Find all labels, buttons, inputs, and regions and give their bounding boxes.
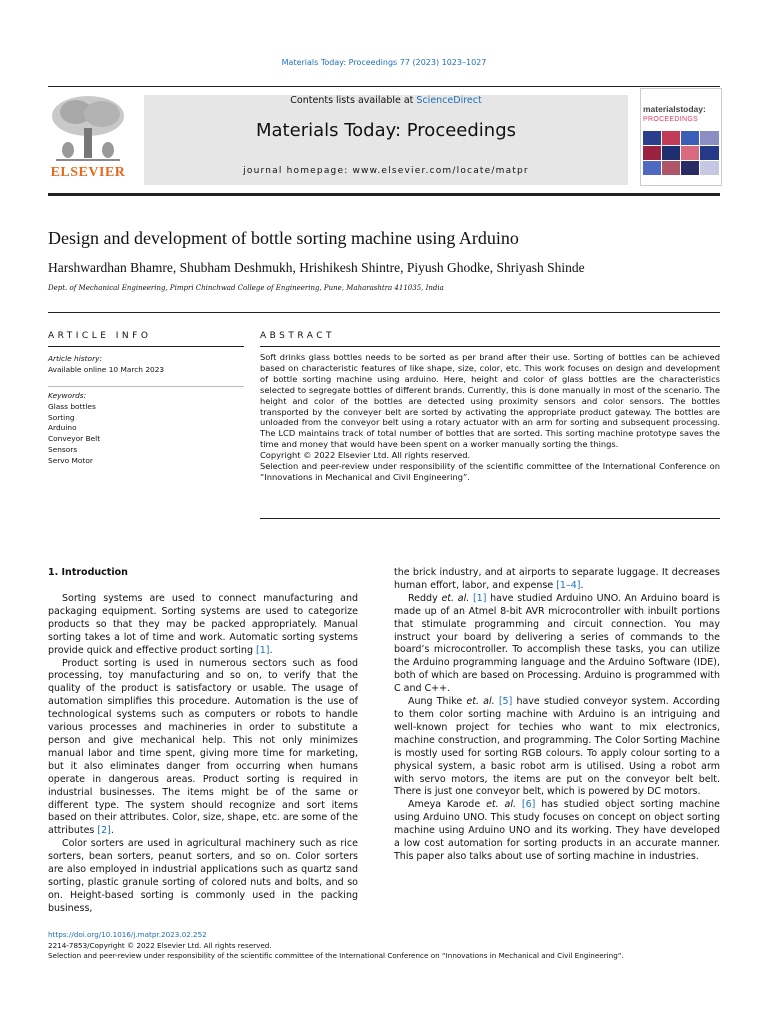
author-affiliation: Dept. of Mechanical Engineering, Pimpri Chinchwad College of Engineering, Pune, Maharashtra 411035, India <box>48 284 444 292</box>
introduction-heading: 1. Introduction <box>48 567 128 578</box>
intro-paragraph <box>394 567 720 593</box>
page-footer <box>48 930 624 962</box>
tree-icon <box>46 92 130 166</box>
citation-link[interactable]: [5] <box>498 696 513 708</box>
abstract-text <box>260 352 720 483</box>
sciencedirect-link[interactable]: ScienceDirect <box>416 95 482 106</box>
header-bottom-rule <box>48 193 720 196</box>
contents-prefix: Contents lists available at <box>290 95 417 106</box>
left-column <box>48 593 358 916</box>
intro-paragraph <box>394 593 720 696</box>
keyword-item: Sensors <box>48 444 78 454</box>
journal-citation[interactable]: Materials Today: Proceedings 77 (2023) 1023–1027 <box>281 58 487 67</box>
article-history <box>48 354 244 376</box>
citation-link[interactable]: [6] <box>521 799 536 811</box>
cover-title-text: materialstoday: <box>643 104 706 114</box>
history-value: Available online 10 March 2023 <box>48 364 165 374</box>
homepage-url[interactable]: www.elsevier.com/locate/matpr <box>352 166 529 176</box>
text: . <box>110 825 114 837</box>
intro-paragraph <box>48 658 358 839</box>
cover-title <box>643 105 706 124</box>
text: Aung Thike <box>408 696 467 708</box>
text: Product sorting is used in numerous sectors such as food processing, toy manufacturing and so on, to verify that the quality of the product is satisfactory or usable. The usage of automation simplifies this procedure. Automation is the use of technological systems such as computers or robots to handle various processes and machineries in order to substitute a person and give mechanical help. This not only minimizes manual labor and time spent, giving more time for marketing, but it also eliminates danger from occurring when humans operate in dangerous areas. Product sorting is required in industrial businesses. The items might be of the same or different type. The system should recognize and sort items based on their attributes. Color, size, shape, etc. are some of the attributes <box>48 657 359 837</box>
intro-paragraph <box>394 799 720 864</box>
footer-peer-review: Selection and peer-review under responsibility of the scientific committee of the International Conference on “Innovations in Mechanical and Civil Engineering”. <box>48 951 624 960</box>
header-top-rule <box>48 86 720 87</box>
article-title: Design and development of bottle sorting machine using Arduino <box>48 228 519 248</box>
text: have studied conveyor system. According to them color sorting machine with Arduino is an intriguing and well-known project for techies who want to mix electronics, machine construction, and programming. The Color Sorting Machine is mostly used for sorting RGB colours. To apply colour sorting to a physical system, a basic robot arm is utilised. Using a robot arm with servo motors, the items are put on the conveyor belt belt. There is just one conveyor belt, which is powered by DC motors. <box>394 696 720 798</box>
keyword-item: Sorting <box>48 412 75 422</box>
journal-cover-thumbnail <box>640 88 722 186</box>
contents-line <box>144 95 628 106</box>
history-divider <box>48 386 244 387</box>
article-info-rule <box>48 346 244 347</box>
text: have studied Arduino UNO. An Arduino board is made up of an Atmel 8-bit AVR microcontroller with inbuilt portions that stimulate programming and circuit connection. You may instruct your board by delivering a series of commands to the board’s microcontroller. To accomplish these tasks, you can utilize the Arduino programming language and the Arduino Software (IDE), both of which are based on Processing. Arduino is programmed with C and C++. <box>394 592 720 695</box>
abstract-body: Soft drinks glass bottles needs to be sorted as per brand after their use. Sorting of bottles can be achieved based on characteristic features of like shape, size, color, etc. This work focuses on design and development of bottle sorting machine using arduino. Here, height and color of glass bottles are the characteristics selected to segregate bottles of different brands. Currently, this is done manually in most of the scenario. The height and color of the bottles are detected using proximity sensors and color sensors. The bottles transported by the conveyer belt are sorted by activating the appropriate product gateway. The bottles are unloaded from the conveyor belt using a rotary actuator with an arm for sorting and subsequent processing. The LCD maintains track of total number of bottles that are sorted. This sorting machine prototype saves the time and money that would have been spent on a worker manually sorting the things. <box>260 352 720 450</box>
abstract-copyright: Copyright © 2022 Elsevier Ltd. All rights reserved. <box>260 450 471 461</box>
homepage-label: journal homepage: <box>243 166 353 176</box>
intro-paragraph: Color sorters are used in agricultural machinery such as rice sorters, bean sorters, peanut sorters, and so on. Color sorters are also employed in industrial applications such as quartz sand sorting, plastic granule sorting of colored nuts and bolts, and so on. Height-based sorting is commonly used in the packing business, <box>48 838 358 914</box>
journal-title: Materials Today: Proceedings <box>256 120 516 141</box>
text: the brick industry, and at airports to separate luggage. It decreases human effort, labor, and expense <box>394 567 720 591</box>
issn-line: 2214-7853/Copyright © 2022 Elsevier Ltd. All rights reserved. <box>48 940 272 950</box>
keywords-block <box>48 391 244 467</box>
abstract-peer-review: Selection and peer-review under responsibility of the scientific committee of the International Conference on “Innovations in Mechanical and Civil Engineering”. <box>260 461 720 482</box>
keywords-label: Keywords: <box>48 391 87 400</box>
abstract-top-rule <box>260 346 720 347</box>
text: . <box>269 644 273 656</box>
elsevier-wordmark: ELSEVIER <box>50 165 126 180</box>
et-al: et. al. <box>441 592 470 604</box>
et-al: et. al. <box>466 696 495 708</box>
history-label: Article history: <box>48 354 102 363</box>
abstract-bottom-rule <box>260 518 720 519</box>
citation-link[interactable]: [1] <box>256 644 270 656</box>
intro-paragraph <box>48 593 358 658</box>
text: Ameya Karode <box>408 799 487 811</box>
et-al: et. al. <box>486 799 517 811</box>
keyword-item: Servo Motor <box>48 455 93 465</box>
cover-mosaic-image <box>643 131 719 177</box>
abstract-heading: ABSTRACT <box>260 331 336 341</box>
text: has studied object sorting machine using Arduino UNO. This study focuses on concept on object sorting machine using Arduino UNO and its working. They have developed a low cost automation for sorting products in an accurate manner. This paper also talks about use of sorting machine in industries. <box>394 799 720 862</box>
keyword-item: Conveyor Belt <box>48 434 101 444</box>
citation-link[interactable]: [2] <box>97 825 111 837</box>
cover-subtitle: PROCEEDINGS <box>643 116 699 123</box>
intro-paragraph <box>394 696 720 799</box>
journal-homepage <box>144 166 628 176</box>
keyword-item: Glass bottles <box>48 401 96 411</box>
text: . <box>580 579 584 591</box>
right-column <box>394 567 720 864</box>
article-info-heading: ARTICLE INFO <box>48 331 152 341</box>
text: Reddy <box>408 592 442 604</box>
doi-link[interactable]: https://doi.org/10.1016/j.matpr.2023.02.252 <box>48 930 207 939</box>
title-bottom-rule <box>48 312 720 313</box>
citation-link[interactable]: [1–4] <box>556 579 581 591</box>
citation-link[interactable]: [1] <box>472 592 487 604</box>
keyword-item: Arduino <box>48 423 77 433</box>
article-authors: Harshwardhan Bhamre, Shubham Deshmukh, Hrishikesh Shintre, Piyush Ghodke, Shriyash Shinde <box>48 260 585 275</box>
text: Sorting systems are used to connect manufacturing and packaging equipment. Sorting systems are used to categorize products so that they may be packed appropriately. Manual sorting takes a lot of time and work. Automatic sorting systems provide quick and effective product sorting <box>48 593 358 656</box>
